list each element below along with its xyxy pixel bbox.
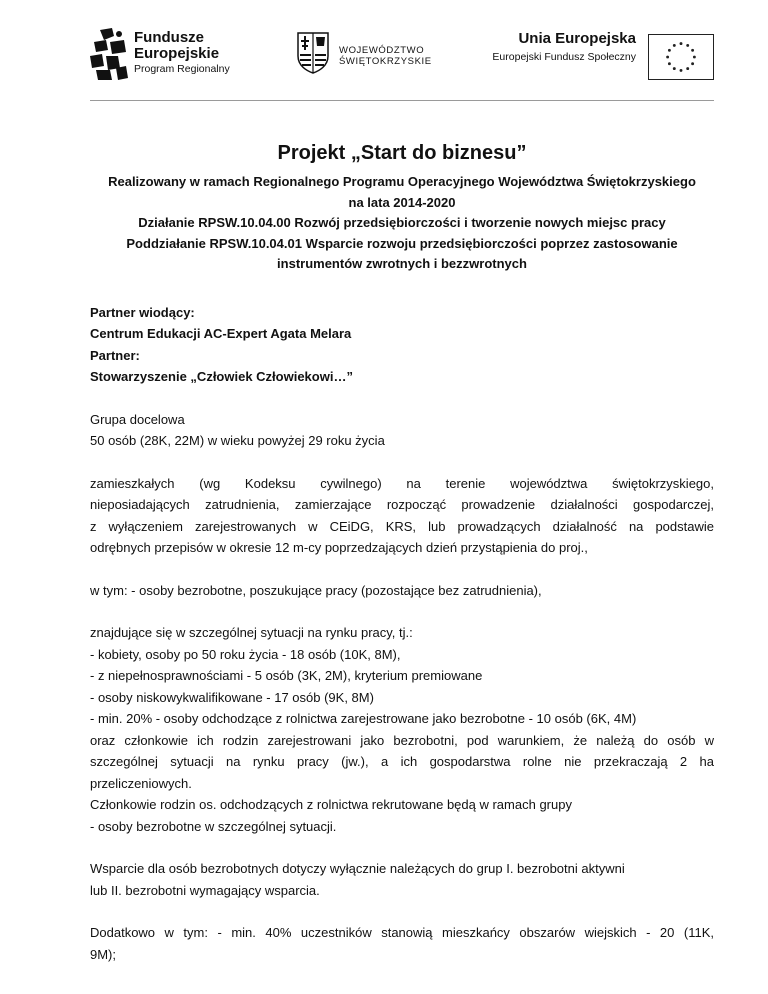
- logo-bar: [90, 22, 714, 102]
- page-title: Projekt „Start do biznesu”: [277, 142, 527, 164]
- list-item: - kobiety, osoby po 50 roku życia - 18 osób (10K, 8M),: [90, 646, 401, 662]
- situation-paragraph: [90, 622, 714, 837]
- target-group-summary: 50 osób (28K, 22M) w wieku powyżej 29 roku życia: [90, 433, 385, 448]
- eu-star-icon: [693, 56, 696, 59]
- target-group-section: [90, 409, 714, 452]
- residence-paragraph: [90, 473, 714, 559]
- lead-partner-name: Centrum Edukacji AC-Expert Agata Melara: [90, 326, 352, 341]
- paragraph-line: Dodatkowo w tym: - min. 40% uczestników stanowią mieszkańcy obszarów wiejskich - 20 (11K,: [90, 925, 714, 940]
- fe-logo-line1: Fundusze: [134, 29, 204, 46]
- sw-logo-line2: ŚWIĘTOKRZYSKIE: [339, 55, 432, 67]
- fe-logo-line3: Program Regionalny: [134, 62, 230, 75]
- paragraph-line: znajdujące się w szczególnej sytuacji na rynku pracy, tj.:: [90, 625, 413, 640]
- lead-partner-label: Partner wiodący:: [90, 304, 195, 320]
- paragraph-line: lub II. bezrobotni wymagający wsparcia.: [90, 882, 320, 898]
- subtitle-line: instrumentów zwrotnych i bezzwrotnych: [277, 256, 527, 271]
- subtitle-line: Realizowany w ramach Regionalnego Programu Operacyjnego Województwa Świętokrzyskiego: [108, 174, 696, 189]
- eu-star-icon: [680, 69, 683, 72]
- paragraph-line: szczególnej sytuacji na rynku pracy (jw.), a ich gospodarstwa rolne nie przekraczają 2 ha: [90, 754, 714, 769]
- paragraph-line: Wsparcie dla osób bezrobotnych dotyczy wyłącznie należących do grup I. bezrobotni aktywni: [90, 861, 625, 876]
- paragraph-line: zamieszkałych (wg Kodeksu cywilnego) na terenie województwa świętokrzyskiego,: [90, 475, 714, 491]
- partner-name: Stowarzyszenie „Człowiek Człowiekowi…”: [90, 369, 353, 384]
- eu-star-icon: [673, 44, 676, 47]
- eu-star-icon: [668, 62, 671, 65]
- eu-star-icon: [668, 49, 671, 52]
- paragraph-line: odrębnych przepisów w okresie 12 m-cy poprzedzających dzień przystąpienia do proj.,: [90, 540, 588, 555]
- paragraph-line: nieposiadających zatrudnienia, zamierzające rozpocząć prowadzenie działalności gospodarczej,: [90, 497, 714, 512]
- wojewodztwo-swietokrzyskie-logo: [297, 32, 447, 84]
- eu-star-icon: [680, 42, 683, 45]
- paragraph-line: 9M);: [90, 946, 116, 962]
- eu-star-icon: [686, 67, 689, 70]
- paragraph-line: przeliczeniowych.: [90, 775, 192, 791]
- paragraph-line: oraz członkowie ich rodzin zarejestrowani jako bezrobotni, pod warunkiem, że należą do osób w: [90, 732, 714, 748]
- list-item: - osoby niskowykwalifikowane - 17 osób (9K, 8M): [90, 689, 374, 705]
- eu-star-icon: [666, 56, 669, 59]
- subtitle-line: Działanie RPSW.10.04.00 Rozwój przedsiębiorczości i tworzenie nowych miejsc pracy: [138, 215, 666, 230]
- ue-logo-title: Unia Europejska: [518, 30, 636, 47]
- subtitle-line: Poddziałanie RPSW.10.04.01 Wsparcie rozwoju przedsiębiorczości poprzez zastosowanie: [126, 235, 678, 251]
- support-paragraph: [90, 858, 714, 901]
- subtitle-line: na lata 2014-2020: [348, 194, 456, 210]
- eu-star-icon: [691, 62, 694, 65]
- ue-logo-subtitle: Europejski Fundusz Społeczny: [492, 51, 636, 63]
- including-paragraph: [90, 580, 714, 602]
- swietokrzyskie-crest-icon: [297, 32, 329, 74]
- partner-label: Partner:: [90, 347, 140, 363]
- sw-logo-line1: WOJEWÓDZTWO: [339, 45, 425, 56]
- partners-section: [90, 302, 714, 388]
- eu-flag-icon: [648, 34, 714, 80]
- paragraph-line: w tym: - osoby bezrobotne, poszukujące pracy (pozostające bez zatrudnienia),: [90, 582, 542, 598]
- target-group-label: Grupa docelowa: [90, 411, 185, 427]
- paragraph-line: z wyłączeniem zarejestrowanych w CEiDG, KRS, lub prowadzących działalność na podstawie: [90, 518, 714, 534]
- project-subtitle: [90, 172, 714, 275]
- document-body: [90, 138, 714, 965]
- unia-europejska-logo: [482, 30, 714, 86]
- fe-logo-line2: Europejskie: [134, 44, 220, 62]
- paragraph-line: Członkowie rodzin os. odchodzących z rolnictwa rekrutowane będą w ramach grupy: [90, 797, 572, 812]
- eu-star-icon: [691, 49, 694, 52]
- paragraph-line: - osoby bezrobotne w szczególnej sytuacji.: [90, 818, 337, 834]
- list-item: - z niepełnosprawnościami - 5 osób (3K, 2M), kryterium premiowane: [90, 668, 483, 683]
- additional-paragraph: [90, 922, 714, 965]
- list-item: - min. 20% - osoby odchodzące z rolnictwa zarejestrowane jako bezrobotne - 10 osób (6K, 4M): [90, 711, 637, 726]
- fundusze-europejskie-mark-icon: [90, 28, 128, 80]
- eu-star-icon: [686, 44, 689, 47]
- eu-star-icon: [673, 67, 676, 70]
- fundusze-europejskie-logo: [90, 22, 250, 84]
- header-divider: [90, 100, 714, 101]
